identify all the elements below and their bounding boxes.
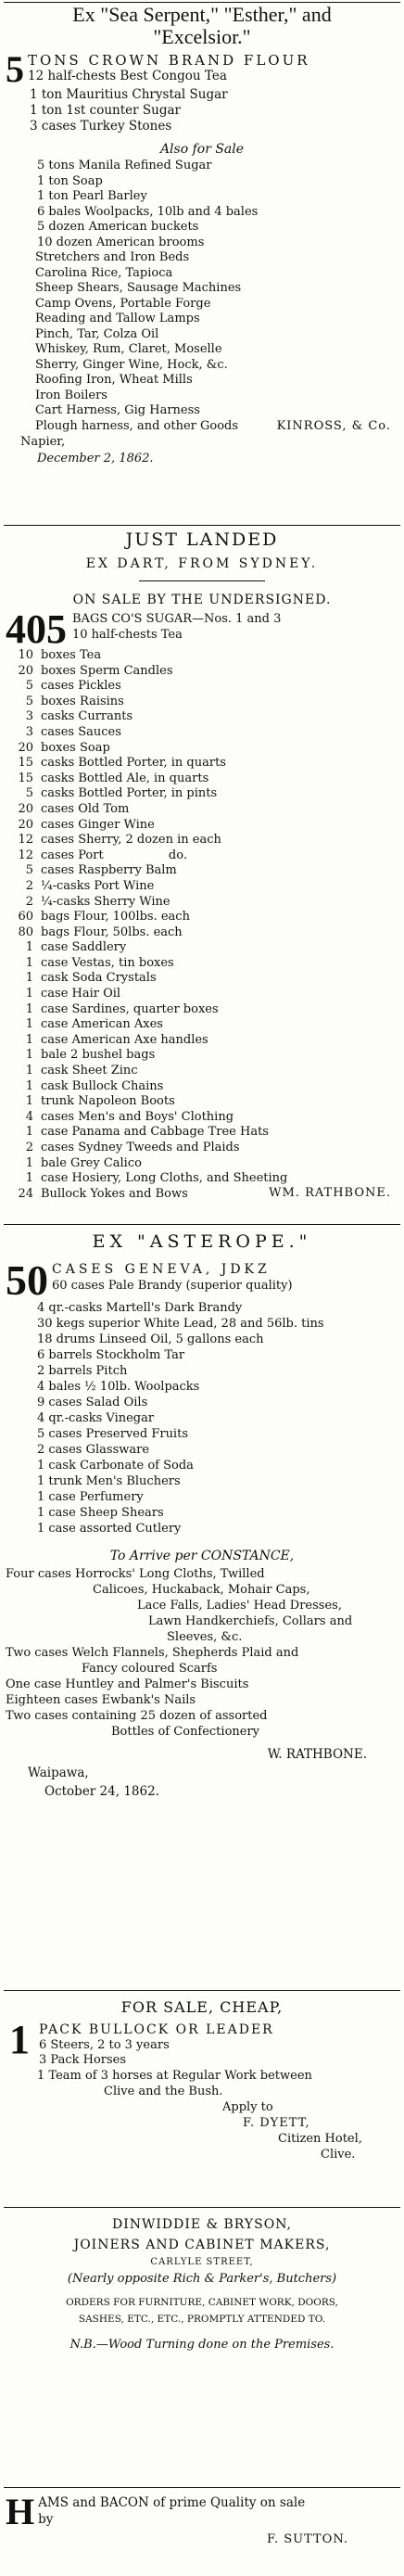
- ad1-item-b: Camp Ovens, Portable Forge: [35, 296, 211, 311]
- ad2-item-row: [0, 679, 404, 695]
- ad2-item-qty: 1: [25, 1171, 33, 1186]
- separator-rule: [4, 1990, 400, 1991]
- ad3-item: 1 case Perfumery: [37, 1490, 144, 1504]
- ad2-item-qty: 5: [25, 694, 33, 708]
- ad1-item-b: 5 dozen American buckets: [37, 220, 199, 234]
- ad2-item-row: [0, 756, 404, 772]
- ad2-item-text: ¼-casks Port Wine: [41, 878, 155, 893]
- ad2-item-qty: 1: [25, 955, 33, 970]
- ad5-note: N.B.—Wood Turning done on the Premises.: [69, 2338, 335, 2352]
- ad2-item-qty: 1: [25, 1125, 33, 1140]
- ad3-arrive-item: Two cases Welch Flannels, Shepherds Plaid and: [6, 1646, 299, 1660]
- ad2-item-row: [0, 1033, 404, 1049]
- ad3-place: Waipawa,: [28, 1766, 89, 1780]
- ad3-item: 2 cases Glassware: [37, 1443, 150, 1457]
- ad2-item-qty: 2: [25, 894, 33, 909]
- separator-rule: [4, 525, 400, 526]
- ad2-item-qty: 15: [18, 771, 33, 785]
- ad-hams-bacon: [0, 2494, 404, 2574]
- ad2-item-text: case Hosiery, Long Cloths, and Sheeting: [41, 1171, 288, 1186]
- ad2-item-qty: 1: [25, 1001, 33, 1016]
- ad2-item-row: [0, 648, 404, 664]
- ad2-item-row: [0, 1187, 404, 1203]
- ad4-item: 3 Pack Horses: [39, 2053, 127, 2067]
- ad2-item-text: cask Sheet Zinc: [41, 1064, 138, 1078]
- ad2-short-rule: [139, 580, 265, 581]
- ad2-item-qty: 20: [18, 801, 33, 816]
- ad2-item-row: [0, 664, 404, 680]
- ad4-item: Clive and the Bush.: [104, 2085, 223, 2098]
- ad3-item: 4 bales ½ 10lb. Woolpacks: [37, 1380, 200, 1394]
- ad3-arrive-item: Lace Falls, Ladies' Head Dresses,: [137, 1599, 342, 1613]
- ad1-drop-number: 5: [6, 52, 24, 87]
- ad2-item-row: [0, 725, 404, 741]
- ad4-first-line: PACK BULLOCK OR LEADER: [39, 2022, 274, 2037]
- ad2-item-qty: 60: [18, 910, 33, 925]
- ad1-first-line: TONS CROWN BRAND FLOUR: [28, 52, 310, 69]
- ad3-arrive-item: Lawn Handkerchiefs, Collars and: [148, 1614, 353, 1628]
- ad2-item-text: case Saddlery: [41, 940, 127, 955]
- ad2-item-qty: 1: [25, 940, 33, 955]
- ad2-item-row: [0, 1017, 404, 1033]
- ad2-item-qty: 1: [25, 1048, 33, 1063]
- ad5-line4: (Nearly opposite Rich & Parker's, Butchers): [67, 2272, 337, 2286]
- ad2-heading: JUST LANDED: [125, 529, 279, 550]
- ad2-item-text: bale 2 bushel bags: [41, 1048, 156, 1063]
- ad1-body: [0, 52, 404, 467]
- ad1-item-b: Reading and Tallow Lamps: [35, 312, 200, 325]
- ad1-also-for-sale: Also for Sale: [159, 142, 245, 157]
- ad1-item-b: Cart Harness, Gig Harness: [35, 403, 200, 417]
- ad2-item-text: casks Currants: [41, 709, 133, 724]
- ad2-item-qty: 15: [18, 756, 33, 771]
- ad2-item-row: [0, 1094, 404, 1110]
- ad2-item-row: [0, 848, 404, 864]
- ad2-item-text: case Hair Oil: [41, 987, 121, 1001]
- ad2-item-qty: 80: [18, 925, 33, 939]
- ad4-item: 1 Team of 3 horses at Regular Work between: [37, 2069, 312, 2083]
- ad3-arrive-item: Two cases containing 25 dozen of assorted: [6, 1709, 268, 1723]
- ad3-arrive-item: Bottles of Confectionery: [111, 1725, 260, 1739]
- ad2-item-text: cases Old Tom: [41, 801, 130, 816]
- ad2-item-text: boxes Raisins: [41, 694, 124, 708]
- ad1-item-a: 3 cases Turkey Stones: [30, 119, 172, 134]
- ad2-item-row: [0, 956, 404, 972]
- ad2-item-text: cases Pickles: [41, 679, 121, 694]
- ad2-item-row: [0, 940, 404, 956]
- ad6-line1: AMS and BACON of prime Quality on sale: [38, 2495, 306, 2510]
- ad2-item-row: [0, 1064, 404, 1079]
- ad3-item: 1 case assorted Cutlery: [37, 1522, 182, 1536]
- ad-just-landed: [0, 527, 404, 1222]
- ad3-item: 9 cases Salad Oils: [37, 1396, 148, 1409]
- ad2-item-row: [0, 879, 404, 895]
- ad4-heading: FOR SALE, CHEAP,: [120, 1998, 284, 2016]
- ad3-drop-number: 50: [6, 1261, 48, 1300]
- ad3-item: 1 trunk Men's Bluchers: [37, 1474, 181, 1488]
- ad2-item-text: casks Bottled Ale, in quarts: [41, 771, 209, 785]
- ad2-item-text: boxes Soap: [41, 740, 110, 755]
- ad5-line1: DINWIDDIE & BRYSON,: [112, 2217, 292, 2232]
- ad4-name: F. DYETT,: [243, 2116, 310, 2130]
- ad1-item-b: Iron Boilers: [35, 388, 107, 402]
- ad3-date: October 24, 1862.: [44, 1784, 159, 1799]
- ad2-item-row: [0, 895, 404, 911]
- ad2-item-qty: 20: [18, 663, 33, 678]
- ad4-town: Clive.: [321, 2148, 356, 2162]
- ad2-item-text: Bullock Yokes and Bows: [41, 1186, 188, 1201]
- ad2-drop-number: 405: [6, 611, 67, 648]
- ad-for-sale-cheap: [0, 1992, 404, 2196]
- ad2-item-list: [0, 648, 404, 1202]
- ad3-item: 1 cask Carbonate of Soda: [37, 1459, 194, 1473]
- ad1-date: December 2, 1862.: [37, 452, 154, 465]
- ad4-item: 6 Steers, 2 to 3 years: [39, 2038, 170, 2052]
- ad2-item-row: [0, 1171, 404, 1187]
- ad1-item-b: Whiskey, Rum, Claret, Moselle: [35, 342, 222, 356]
- ad2-item-qty: 1: [25, 1078, 33, 1093]
- ad2-signature: WM. RATHBONE.: [269, 1186, 391, 1201]
- ad2-item-text: cases Sydney Tweeds and Plaids: [41, 1141, 240, 1154]
- ad2-item-qty: 1: [25, 1064, 33, 1078]
- ad3-arrive-item: One case Huntley and Palmer's Biscuits: [6, 1677, 249, 1691]
- ad2-item-text: boxes Tea: [41, 648, 102, 662]
- ad2-sub: EX DART, FROM SYDNEY.: [85, 556, 319, 571]
- separator-rule: [4, 1224, 400, 1225]
- ad2-second-line: 10 half-chests Tea: [72, 628, 183, 642]
- ad2-item-qty: 20: [18, 740, 33, 755]
- ad1-signature: KINROSS, & Co.: [276, 419, 391, 433]
- ad3-item: 5 cases Preserved Fruits: [37, 1427, 188, 1441]
- ad5-line6: SASHES, ETC., ETC., PROMPTLY ATTENDED TO.: [78, 2314, 326, 2325]
- ad2-item-row: [0, 802, 404, 818]
- ad2-item-qty: 10: [18, 648, 33, 662]
- ad2-item-text: casks Bottled Porter, in quarts: [41, 756, 226, 771]
- ad3-heading: EX "ASTEROPE.": [92, 1231, 312, 1252]
- ad2-item-text: boxes Sperm Candles: [41, 663, 173, 678]
- ad2-item-text: bale Grey Calico: [41, 1155, 142, 1170]
- ad1-heading: [0, 4, 404, 48]
- ad3-arrive-heading: To Arrive per CONSTANCE,: [109, 1549, 295, 1563]
- ad1-item-a: 12 half-chests Best Congou Tea: [28, 69, 227, 83]
- ad4-apply: Apply to: [222, 2100, 273, 2114]
- ad1-item-b: Plough harness, and other Goods: [35, 418, 239, 433]
- ad2-item-row: [0, 971, 404, 987]
- ad2-item-qty: 1: [25, 971, 33, 986]
- ad2-item-qty: 3: [25, 709, 33, 724]
- ad2-item-text: cases Sauces: [41, 724, 121, 739]
- ad2-item-text: cask Bullock Chains: [41, 1078, 164, 1093]
- ad3-item: 60 cases Pale Brandy (superior quality): [52, 1279, 293, 1293]
- ad-asterope: [0, 1226, 404, 1996]
- ad2-item-qty: 24: [18, 1186, 33, 1201]
- ad3-arrive-item: Four cases Horrocks' Long Cloths, Twilled: [6, 1567, 265, 1581]
- ad1-item-b: Carolina Rice, Tapioca: [35, 265, 173, 280]
- ad3-signature: W. RATHBONE.: [267, 1747, 367, 1762]
- ad2-item-qty: 2: [25, 1141, 33, 1154]
- ad1-item-a: 1 ton Mauritius Chrystal Sugar: [30, 87, 228, 102]
- ad2-item-qty: 1: [25, 1094, 33, 1109]
- ad2-item-qty: 2: [25, 878, 33, 893]
- ad2-item-text: cases Sherry, 2 dozen in each: [41, 833, 221, 848]
- ad6-line2: by: [38, 2512, 54, 2527]
- ad6-drop-letter: H: [6, 2494, 35, 2530]
- ad2-first-line: BAGS CO'S SUGAR—Nos. 1 and 3: [72, 612, 282, 626]
- ad2-item-text: case American Axe handles: [41, 1032, 208, 1047]
- ad2-item-text: case Sardines, quarter boxes: [41, 1001, 219, 1016]
- ad3-item: 2 barrels Pitch: [37, 1364, 128, 1378]
- ad3-item: 4 qr.-casks Vinegar: [37, 1411, 155, 1425]
- ad2-item-row: [0, 1156, 404, 1172]
- ad2-item-qty: 20: [18, 817, 33, 832]
- ad3-item: 6 barrels Stockholm Tar: [37, 1348, 185, 1362]
- ad2-item-row: [0, 772, 404, 787]
- ad1-item-b: 1 ton Soap: [37, 173, 103, 188]
- ad2-item-qty: 1: [25, 987, 33, 1001]
- ad2-item-text: case Panama and Cabbage Tree Hats: [41, 1125, 269, 1140]
- ad1-heading-line2: "Excelsior.": [153, 25, 251, 48]
- ad2-item-row: [0, 1002, 404, 1018]
- ad2-item-row: [0, 1079, 404, 1095]
- ad-dinwiddie-bryson: [0, 2211, 404, 2480]
- ad2-item-text: cases Raspberry Balm: [41, 863, 177, 878]
- ad1-item-b: Roofing Iron, Wheat Mills: [35, 373, 193, 387]
- ad3-item-list: [0, 1300, 404, 1537]
- ad4-drop-number: 1: [9, 2021, 30, 2062]
- ad2-item-row: [0, 987, 404, 1002]
- ad2-item-qty: 3: [25, 724, 33, 739]
- ad2-item-row: [0, 1141, 404, 1156]
- ad3-arrive-item: Calicoes, Huckaback, Mohair Caps,: [93, 1583, 310, 1597]
- ad2-item-row: [0, 863, 404, 879]
- ad3-item: 1 case Sheep Shears: [37, 1506, 164, 1520]
- ad2-item-row: [0, 1110, 404, 1126]
- ad2-item-text: cases Port do.: [41, 848, 187, 862]
- ad1-place: Napier,: [20, 435, 66, 449]
- ad2-sale-line: ON SALE BY THE UNDERSIGNED.: [72, 593, 332, 607]
- ad1-item-b: 1 ton Pearl Barley: [37, 189, 147, 203]
- ad3-arrive-item: Fancy coloured Scarfs: [82, 1662, 218, 1676]
- ad3-item: 30 kegs superior White Lead, 28 and 56lb. tins: [37, 1317, 324, 1331]
- ad2-item-qty: 1: [25, 1017, 33, 1032]
- ad1-item-b: 6 bales Woolpacks, 10lb and 4 bales: [37, 204, 259, 219]
- ad1-item-b: Stretchers and Iron Beds: [35, 250, 190, 264]
- ad2-item-qty: 1: [25, 1032, 33, 1047]
- ad2-item-row: [0, 709, 404, 725]
- ad2-item-row: [0, 833, 404, 848]
- separator-rule: [4, 2487, 400, 2488]
- ad2-item-text: cask Soda Crystals: [41, 971, 157, 986]
- ad5-line2: JOINERS AND CABINET MAKERS,: [73, 2238, 331, 2252]
- ad2-item-qty: 5: [25, 863, 33, 878]
- ad5-line5: ORDERS FOR FURNITURE, CABINET WORK, DOORS,: [66, 2297, 338, 2308]
- ad2-item-text: case American Axes: [41, 1017, 163, 1032]
- ad2-item-text: bags Flour, 50lbs. each: [41, 925, 183, 939]
- ad2-item-text: cases Men's and Boys' Clothing: [41, 1109, 234, 1124]
- ad3-item: 18 drums Linseed Oil, 5 gallons each: [37, 1333, 264, 1346]
- ad1-item-b: 10 dozen American brooms: [37, 235, 205, 249]
- ad2-item-row: [0, 925, 404, 941]
- ad2-item-text: bags Flour, 100lbs. each: [41, 910, 190, 925]
- separator-rule: [4, 2207, 400, 2208]
- ad2-item-text: ¼-casks Sherry Wine: [41, 894, 170, 909]
- ad2-item-text: case Vestas, tin boxes: [41, 955, 174, 970]
- ad2-item-row: [0, 1125, 404, 1141]
- ad2-item-qty: 12: [18, 848, 33, 862]
- ad3-arrive-item: Eighteen cases Ewbank's Nails: [6, 1693, 196, 1707]
- ad1-heading-line1: Ex "Sea Serpent," "Esther," and: [72, 3, 332, 26]
- ad3-item: 4 qr.-casks Martell's Dark Brandy: [37, 1301, 243, 1315]
- ad2-item-row: [0, 786, 404, 802]
- ad3-first-line: CASES GENEVA, JDKZ: [52, 1262, 271, 1277]
- ad2-item-row: [0, 1048, 404, 1064]
- ad2-item-row: [0, 741, 404, 757]
- ad2-item-text: casks Bottled Porter, in pints: [41, 786, 218, 801]
- ad1-items-b-list: [0, 159, 404, 434]
- ad2-item-qty: 4: [25, 1109, 33, 1124]
- ad5-line3: CARLYLE STREET,: [150, 2257, 254, 2267]
- ad1-item-b: Sheep Shears, Sausage Machines: [35, 281, 242, 295]
- ad2-item-row: [0, 818, 404, 834]
- ad1-item-b: Pinch, Tar, Colza Oil: [35, 326, 159, 341]
- ad-sea-serpent: [0, 0, 404, 501]
- ad4-hotel: Citizen Hotel,: [278, 2132, 362, 2146]
- ad2-item-row: [0, 695, 404, 710]
- ad2-item-text: cases Ginger Wine: [41, 817, 155, 832]
- ad2-item-qty: 5: [25, 786, 33, 801]
- ad1-item-b: 5 tons Manila Refined Sugar: [37, 159, 212, 172]
- ad1-item-b: Sherry, Ginger Wine, Hock, &c.: [35, 357, 228, 372]
- ad1-item-a: 1 ton 1st counter Sugar: [30, 103, 181, 118]
- ad2-item-qty: 1: [25, 1155, 33, 1170]
- ad6-signature: F. SUTTON.: [266, 2532, 348, 2546]
- ad2-item-row: [0, 910, 404, 925]
- ad3-arrive-list: [0, 1566, 404, 1740]
- ad3-arrive-item: Sleeves, &c.: [167, 1630, 243, 1644]
- ad2-item-qty: 5: [25, 679, 33, 694]
- ad2-item-text: trunk Napoleon Boots: [41, 1094, 175, 1109]
- ad2-item-qty: 12: [18, 833, 33, 848]
